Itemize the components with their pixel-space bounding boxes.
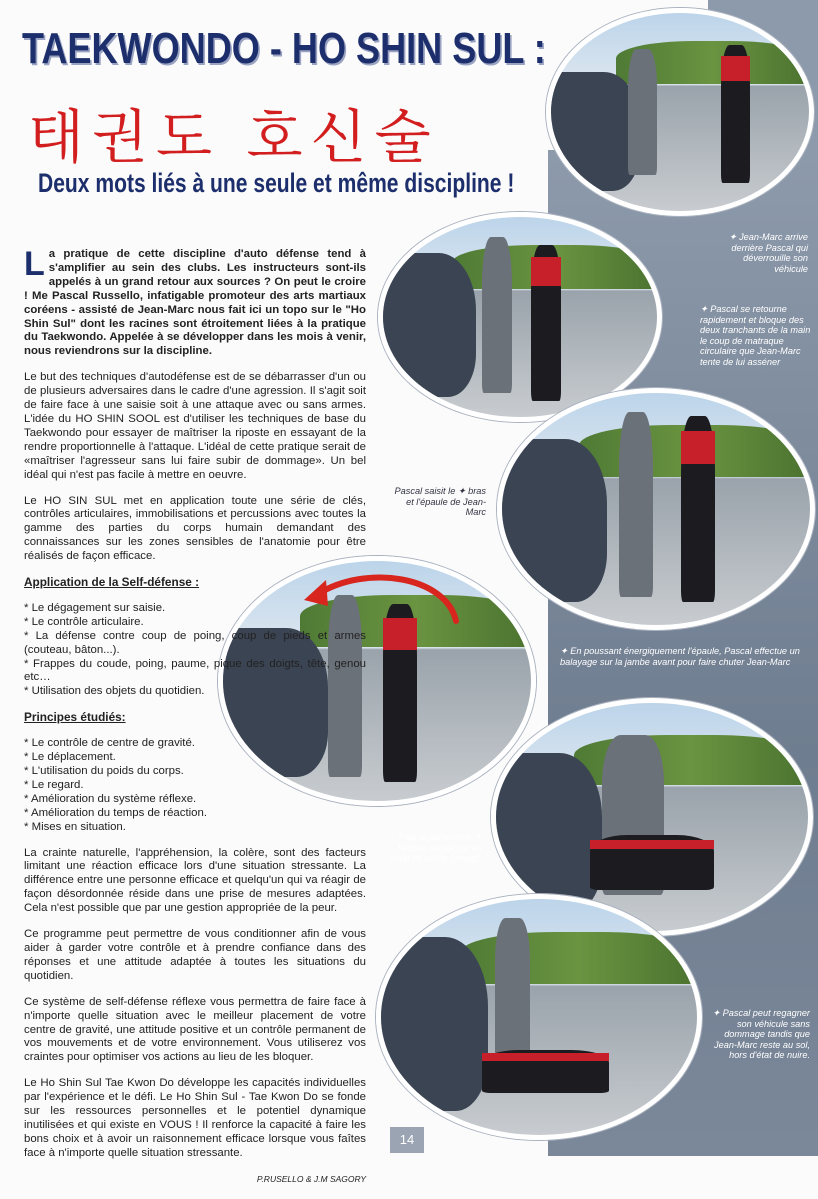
page-number: 14 <box>390 1127 424 1153</box>
list-item: * Le contrôle articulaire. <box>24 615 144 628</box>
paragraph-2: Le HO SIN SUL met en application toute une série de clés, contrôles articulaires, immobilisations et percussions avec toutes la gamme des parties du corps humain demandant des connaissances sur les zones sensibles de l'anatomie pour être réalisés de façon efficace. <box>24 494 366 563</box>
paragraph-1: Le but des techniques d'autodéfense est de se débarrasser d'un ou de plusieurs adversaires dans le cadre d'une agression. Il s'agit soit de faire face à une saisie soit à une attaque avec ou sans armes. L'idée du HO SHIN SOOL est d'utiliser les techniques de base du Taekwondo pour essayer de maîtriser la riposte en essayant de la rendre proportionnelle à l'attaque. L'idéal de cette pratique serait de «maîtriser l'agresseur sans lui faire subir de dommage». Un bel idéal qui n'est pas facile à mettre en oeuvre. <box>24 371 366 481</box>
self-defense-heading: Application de la Self-défense : <box>24 575 200 590</box>
list-item: * Mises en situation. <box>24 820 126 833</box>
caption-4: ✦ En poussant énergiquement l'épaule, Pascal effectue un balayage sur la jambe avant pour faire chuter Jean-Marc <box>560 646 800 667</box>
author-credit: P.RUSELLO & J.M SAGORY <box>256 1173 366 1184</box>
subtitle: Deux mots liés à une seule et même discipline ! <box>38 168 515 198</box>
paragraph-5: Ce système de self-défense réflexe vous permettra de faire face à n'importe quelle situation avec le meilleur placement de votre centre de gravité, une attitude positive et un contrôle permanent de vos mouvements et de votre environnement. Vous utiliserez vos craintes pour optimiser vos actions au lieu de les bloquer. <box>24 995 366 1064</box>
article-body <box>24 245 366 1199</box>
principles-heading: Principes étudiés: <box>24 710 126 725</box>
caption-2: ✦ Pascal se retourne rapidement et bloque des deux tranchants de la main le coup de matraque circulaire que Jean-Marc tente de lui asséner <box>700 304 811 367</box>
intro-paragraph <box>24 245 366 359</box>
list-item: * Le regard. <box>24 778 84 791</box>
caption-5: Pascal parachève ✦ l'action au sol par un coup de poing (jileugi). <box>389 832 482 864</box>
list-item: * Amélioration du temps de réaction. <box>24 806 207 819</box>
list-item: * Frappes du coude, poing, paume, pique des doigts, tête, genou etc… <box>24 657 366 684</box>
paragraph-3: La crainte naturelle, l'appréhension, la colère, sont des facteurs limitant une réaction efficace lors d'une situation stressante. La différence entre une personne efficace et quelqu'un qui va réagir de façon désordonnée réside dans une prise de mesures adaptées. Cela n'est possible que par une gestion appropriée de la peur. <box>24 846 366 915</box>
caption-6: ✦ Pascal peut regagner son véhicule sans dommage tandis que Jean-Marc reste au sol, hors d'état de nuire. <box>712 1008 810 1061</box>
page-title: TAEKWONDO - HO SHIN SUL : <box>22 24 546 73</box>
caption-1: ✦ Jean-Marc arrive derrière Pascal qui déverrouille son véhicule <box>728 232 808 274</box>
principles-list <box>24 737 366 834</box>
list-item: * L'utilisation du poids du corps. <box>24 765 184 777</box>
photo-1 <box>546 8 814 216</box>
caption-3: Pascal saisit le ✦ bras et l'épaule de Jean-Marc <box>394 486 486 518</box>
list-item: * Amélioration du système réflexe. <box>24 792 197 805</box>
paragraph-6: Le Ho Shin Sul Tae Kwon Do développe les capacités individuelles par l'expérience et le défi. Le Ho Shin Sul - Tae Kwon Do se fonde sur les ressources personnelles et le potentiel dynamique inutilisées et qui existe en VOUS ! Il renforce la capacité à faire les bons choix et à avoir un raisonnement efficace lorsque vous faîtes face à n'importe quelle situation stressante. <box>24 1077 366 1159</box>
photo-6 <box>376 894 702 1140</box>
list-item: * Le déplacement. <box>24 751 116 764</box>
photo-3 <box>497 388 815 630</box>
paragraph-4: Ce programme peut permettre de vous conditionner afin de vous aider à garder votre contrôle et à prendre confiance dans des réponses et une attitude adaptée à toutes les situations du quotidien. <box>24 928 366 982</box>
list-item: * Le dégagement sur saisie. <box>24 601 166 614</box>
list-item: * Le contrôle de centre de gravité. <box>24 737 195 750</box>
list-item: * Utilisation des objets du quotidien. <box>24 685 205 698</box>
drop-cap: L <box>24 245 45 283</box>
self-defense-list <box>24 602 366 699</box>
list-item: * La défense contre coup de poing, coup de pieds et armes (couteau, bâton...). <box>24 629 366 656</box>
intro-text: a pratique de cette discipline d'auto défense tend à s'amplifier au sein des clubs. Les instructeurs sont-ils appelés à un grand retour aux sources ? On peut le croire ! Me Pascal Russello, infatigable promoteur des arts martiaux coréens - assisté de Jean-Marc nous fait ici un topo sur le "Ho Shin Sul" dont les racines sont étroitement liées à la pratique du Taekwondo. Appelée à se développer dans les mois à venir, nous reviendrons sur la discipline. <box>24 248 366 358</box>
korean-title: 태권도 호신술 <box>28 103 439 171</box>
